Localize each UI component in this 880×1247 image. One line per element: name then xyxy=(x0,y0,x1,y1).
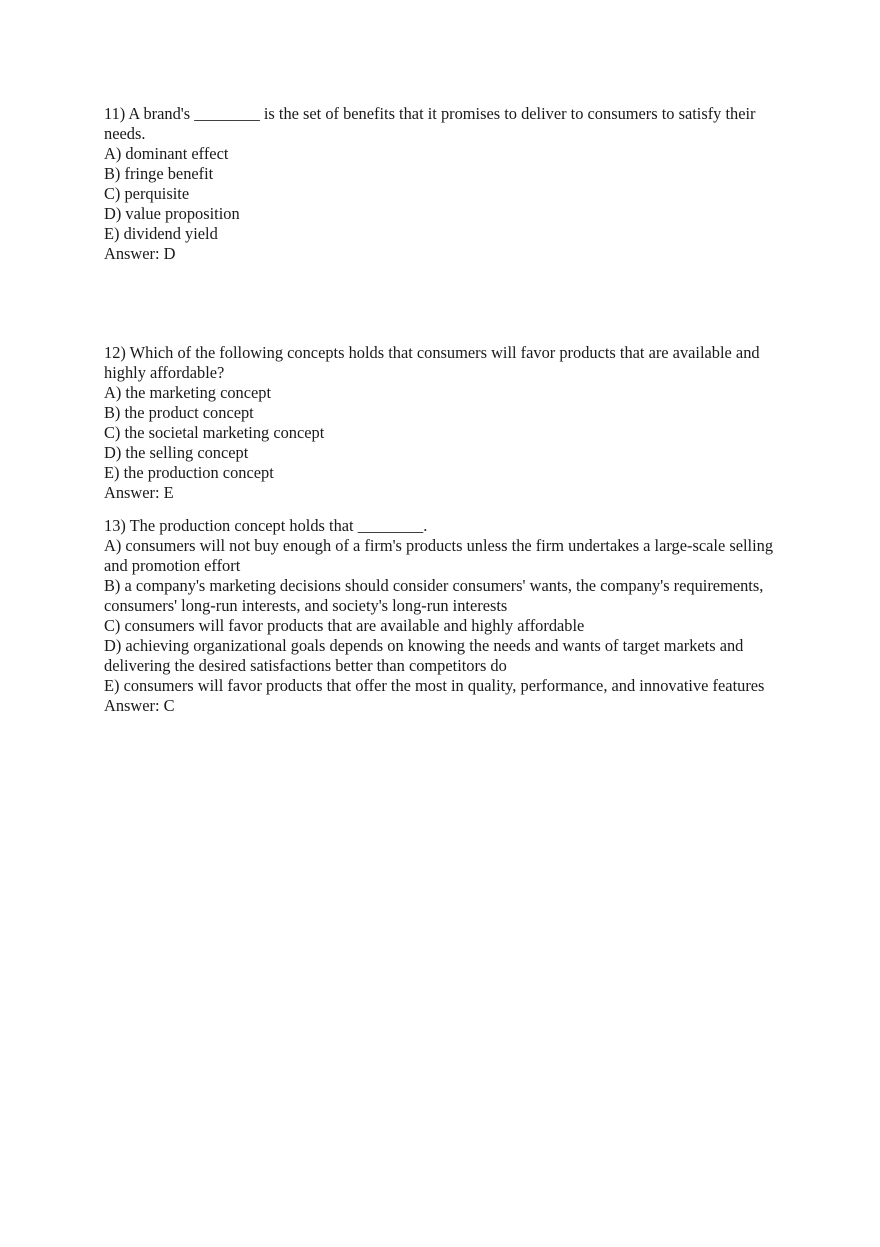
question-prompt: 13) The production concept holds that ________. xyxy=(104,516,428,535)
option-c: C) consumers will favor products that are available and highly affordable xyxy=(104,616,585,635)
option-a: A) dominant effect xyxy=(104,144,229,163)
option-a: A) the marketing concept xyxy=(104,383,272,402)
option-e: E) dividend yield xyxy=(104,224,218,243)
answer-line: Answer: E xyxy=(104,483,174,502)
option-d: D) achieving organizational goals depends on knowing the needs and wants of target markets and delivering the desired satisfactions better than competitors do xyxy=(104,636,744,675)
option-b: B) a company's marketing decisions should consider consumers' wants, the company's requirements, consumers' long-run interests, and society's long-run interests xyxy=(104,576,764,615)
question-13 xyxy=(104,516,774,716)
question-12 xyxy=(104,343,774,503)
option-a: A) consumers will not buy enough of a firm's products unless the firm undertakes a large-scale selling and promotion effort xyxy=(104,536,774,575)
question-11 xyxy=(104,104,774,264)
option-e: E) the production concept xyxy=(104,463,274,482)
answer-line: Answer: D xyxy=(104,244,176,263)
option-e: E) consumers will favor products that offer the most in quality, performance, and innovative features xyxy=(104,676,765,695)
question-prompt: 12) Which of the following concepts holds that consumers will favor products that are available and highly affordable? xyxy=(104,343,760,382)
option-b: B) fringe benefit xyxy=(104,164,214,183)
option-d: D) value proposition xyxy=(104,204,240,223)
option-b: B) the product concept xyxy=(104,403,254,422)
option-d: D) the selling concept xyxy=(104,443,249,462)
option-c: C) perquisite xyxy=(104,184,190,203)
option-c: C) the societal marketing concept xyxy=(104,423,325,442)
question-prompt: 11) A brand's ________ is the set of benefits that it promises to deliver to consumers to satisfy their needs. xyxy=(104,104,756,143)
answer-line: Answer: C xyxy=(104,696,175,715)
document-page xyxy=(104,104,774,716)
